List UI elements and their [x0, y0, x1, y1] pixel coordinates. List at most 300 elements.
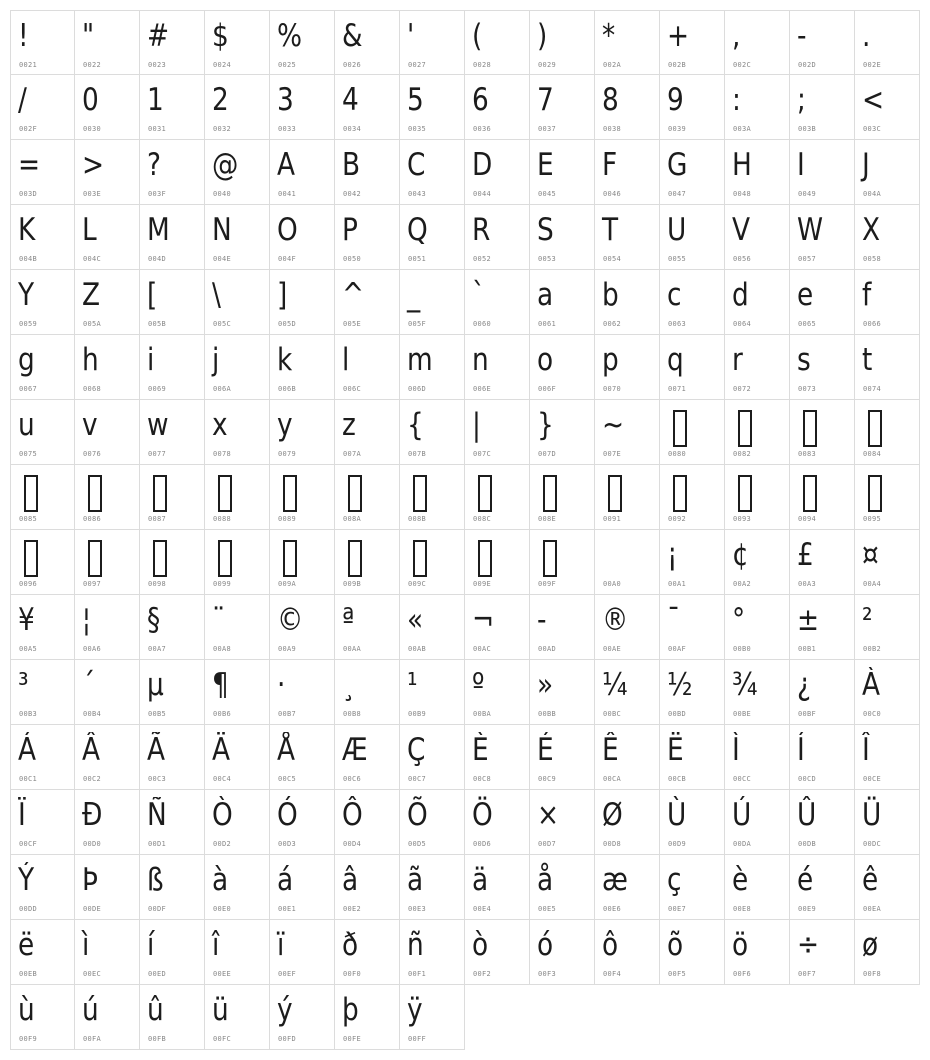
glyph-codepoint-label: 00C8	[473, 775, 492, 783]
glyph-codepoint-label: 0023	[148, 61, 167, 69]
glyph-character: P	[342, 212, 358, 248]
glyph-character: ç	[667, 862, 682, 898]
glyph-codepoint-label: 0065	[798, 320, 817, 328]
glyph-codepoint-label: 00B0	[733, 645, 752, 653]
glyph-character: ±	[797, 602, 820, 638]
glyph-cell	[725, 10, 790, 75]
glyph-codepoint-label: 0035	[408, 125, 427, 133]
missing-glyph-box-icon	[543, 540, 557, 577]
glyph-character: ä	[472, 862, 489, 898]
glyph-codepoint-label: 0084	[863, 450, 882, 458]
glyph-character: -	[797, 18, 807, 54]
glyph-codepoint-label: 00BB	[538, 710, 557, 718]
glyph-codepoint-label: 00A8	[213, 645, 232, 653]
glyph-codepoint-label: 003F	[148, 190, 167, 198]
glyph-codepoint-label: 00B1	[798, 645, 817, 653]
glyph-codepoint-label: 0030	[83, 125, 102, 133]
glyph-cell	[660, 855, 725, 920]
glyph-character: Ö	[472, 797, 493, 833]
glyph-character: (	[472, 18, 483, 54]
glyph-cell	[855, 595, 920, 660]
glyph-character: C	[407, 147, 426, 183]
glyph-codepoint-label: 0044	[473, 190, 492, 198]
glyph-codepoint-label: 00D2	[213, 840, 232, 848]
glyph-character: 0	[82, 82, 99, 118]
glyph-codepoint-label: 00EC	[83, 970, 102, 978]
glyph-codepoint-label: 00A3	[798, 580, 817, 588]
glyph-character: ,	[732, 18, 741, 54]
glyph-cell	[75, 75, 140, 140]
glyph-cell	[855, 790, 920, 855]
glyph-codepoint-label: 007D	[538, 450, 557, 458]
glyph-cell	[595, 920, 660, 985]
glyph-codepoint-label: 00C3	[148, 775, 167, 783]
glyph-cell	[725, 660, 790, 725]
glyph-codepoint-label: 00C9	[538, 775, 557, 783]
glyph-codepoint-label: 0076	[83, 450, 102, 458]
glyph-cell	[140, 595, 205, 660]
glyph-codepoint-label: 0061	[538, 320, 557, 328]
missing-glyph-box-icon	[738, 475, 752, 512]
glyph-codepoint-label: 004F	[278, 255, 297, 263]
glyph-character: >	[82, 147, 105, 183]
glyph-cell	[205, 855, 270, 920]
glyph-cell	[335, 465, 400, 530]
glyph-codepoint-label: 00FE	[343, 1035, 362, 1043]
glyph-cell	[400, 530, 465, 595]
glyph-cell	[335, 140, 400, 205]
glyph-cell	[205, 985, 270, 1050]
glyph-codepoint-label: 00A4	[863, 580, 882, 588]
glyph-cell	[660, 595, 725, 660]
glyph-character: G	[667, 147, 688, 183]
glyph-cell	[465, 400, 530, 465]
glyph-codepoint-label: 007E	[603, 450, 622, 458]
glyph-character: k	[277, 342, 293, 378]
glyph-character: V	[732, 212, 751, 248]
glyph-cell	[335, 790, 400, 855]
glyph-cell	[725, 530, 790, 595]
glyph-codepoint-label: 00D0	[83, 840, 102, 848]
glyph-cell	[205, 400, 270, 465]
glyph-character: w	[147, 407, 169, 443]
glyph-codepoint-label: 007B	[408, 450, 427, 458]
glyph-codepoint-label: 00F9	[19, 1035, 38, 1043]
glyph-character: Õ	[407, 797, 428, 833]
glyph-cell	[10, 595, 75, 660]
glyph-character: i	[147, 342, 155, 378]
glyph-cell	[530, 335, 595, 400]
glyph-codepoint-label: 004B	[19, 255, 38, 263]
glyph-codepoint-label: 00A9	[278, 645, 297, 653]
glyph-cell	[75, 725, 140, 790]
glyph-codepoint-label: 0054	[603, 255, 622, 263]
glyph-codepoint-label: 0068	[83, 385, 102, 393]
glyph-codepoint-label: 005B	[148, 320, 167, 328]
glyph-character: ò	[472, 927, 489, 963]
glyph-codepoint-label: 0042	[343, 190, 362, 198]
glyph-codepoint-label: 0064	[733, 320, 752, 328]
glyph-codepoint-label: 00F1	[408, 970, 427, 978]
glyph-codepoint-label: 0032	[213, 125, 232, 133]
glyph-character: ¿	[797, 667, 811, 703]
glyph-cell	[790, 10, 855, 75]
missing-glyph-box-icon	[673, 475, 687, 512]
glyph-codepoint-label: 0062	[603, 320, 622, 328]
glyph-character: Ì	[732, 732, 740, 768]
glyph-cell	[725, 465, 790, 530]
glyph-character: ¨	[212, 602, 226, 638]
glyph-character: 7	[537, 82, 554, 118]
glyph-character: à	[212, 862, 229, 898]
glyph-codepoint-label: 00E7	[668, 905, 687, 913]
glyph-codepoint-label: 00BE	[733, 710, 752, 718]
glyph-cell	[660, 530, 725, 595]
glyph-cell	[10, 205, 75, 270]
glyph-codepoint-label: 00CF	[19, 840, 38, 848]
glyph-character: [	[147, 277, 158, 313]
glyph-character: '	[407, 18, 415, 54]
glyph-character: h	[82, 342, 99, 378]
glyph-codepoint-label: 00C2	[83, 775, 102, 783]
glyph-cell	[10, 10, 75, 75]
glyph-character: Q	[407, 212, 428, 248]
glyph-cell	[660, 205, 725, 270]
glyph-character: õ	[667, 927, 684, 963]
glyph-cell	[400, 205, 465, 270]
glyph-character: Û	[797, 797, 817, 833]
glyph-cell	[335, 270, 400, 335]
glyph-character: å	[537, 862, 554, 898]
glyph-cell	[140, 725, 205, 790]
glyph-codepoint-label: 00FA	[83, 1035, 102, 1043]
glyph-character: 3	[277, 82, 294, 118]
glyph-codepoint-label: 00CA	[603, 775, 622, 783]
glyph-codepoint-label: 005D	[278, 320, 297, 328]
glyph-cell	[595, 595, 660, 660]
glyph-codepoint-label: 00BD	[668, 710, 687, 718]
glyph-codepoint-label: 00DD	[19, 905, 38, 913]
glyph-cell	[530, 75, 595, 140]
glyph-character: ú	[82, 992, 99, 1028]
glyph-character: x	[212, 407, 228, 443]
missing-glyph-box-icon	[478, 540, 492, 577]
glyph-cell	[530, 270, 595, 335]
glyph-character: D	[472, 147, 493, 183]
glyph-character: ×	[537, 797, 560, 833]
glyph-character: ~	[602, 407, 625, 443]
glyph-codepoint-label: 0041	[278, 190, 297, 198]
glyph-codepoint-label: 0075	[19, 450, 38, 458]
glyph-character: ó	[537, 927, 554, 963]
glyph-cell	[270, 205, 335, 270]
glyph-codepoint-label: 005E	[343, 320, 362, 328]
glyph-codepoint-label: 0045	[538, 190, 557, 198]
glyph-cell	[140, 660, 205, 725]
glyph-character: ï	[277, 927, 285, 963]
glyph-character: ý	[277, 992, 293, 1028]
glyph-codepoint-label: 00A6	[83, 645, 102, 653]
glyph-codepoint-label: 00B2	[863, 645, 882, 653]
glyph-cell	[790, 595, 855, 660]
glyph-cell	[530, 595, 595, 660]
glyph-cell	[465, 725, 530, 790]
glyph-cell	[10, 790, 75, 855]
glyph-cell	[530, 465, 595, 530]
glyph-character: ³	[18, 667, 29, 703]
glyph-codepoint-label: 006A	[213, 385, 232, 393]
glyph-codepoint-label: 0047	[668, 190, 687, 198]
glyph-codepoint-label: 00F8	[863, 970, 882, 978]
missing-glyph-box-icon	[153, 540, 167, 577]
glyph-codepoint-label: 00B3	[19, 710, 38, 718]
glyph-cell	[270, 855, 335, 920]
glyph-cell	[75, 530, 140, 595]
glyph-codepoint-label: 00B4	[83, 710, 102, 718]
glyph-codepoint-label: 002E	[863, 61, 882, 69]
glyph-cell	[205, 660, 270, 725]
glyph-character: q	[667, 342, 684, 378]
glyph-character: c	[667, 277, 682, 313]
glyph-cell	[725, 335, 790, 400]
glyph-cell	[725, 205, 790, 270]
glyph-character: |	[472, 407, 481, 443]
glyph-character: 9	[667, 82, 684, 118]
glyph-character: X	[862, 212, 881, 248]
glyph-cell	[335, 335, 400, 400]
glyph-codepoint-label: 00F2	[473, 970, 492, 978]
glyph-codepoint-label: 0096	[19, 580, 38, 588]
glyph-codepoint-label: 00BC	[603, 710, 622, 718]
glyph-codepoint-label: 0073	[798, 385, 817, 393]
glyph-cell	[75, 595, 140, 660]
glyph-cell	[270, 920, 335, 985]
glyph-character: Á	[18, 732, 37, 768]
glyph-character: 1	[147, 82, 164, 118]
glyph-codepoint-label: 0036	[473, 125, 492, 133]
glyph-character: 5	[407, 82, 424, 118]
glyph-character: É	[537, 732, 554, 768]
glyph-character: Ý	[18, 862, 35, 898]
glyph-cell	[725, 790, 790, 855]
glyph-codepoint-label: 008B	[408, 515, 427, 523]
glyph-cell	[10, 855, 75, 920]
glyph-codepoint-label: 00E0	[213, 905, 232, 913]
glyph-cell	[75, 140, 140, 205]
glyph-cell	[855, 465, 920, 530]
glyph-codepoint-label: 0031	[148, 125, 167, 133]
missing-glyph-box-icon	[153, 475, 167, 512]
glyph-character: ¼	[602, 667, 628, 703]
glyph-codepoint-label: 00E1	[278, 905, 297, 913]
glyph-character: ®	[602, 602, 629, 638]
glyph-character: ª	[342, 602, 355, 638]
glyph-codepoint-label: 00B9	[408, 710, 427, 718]
glyph-cell	[400, 10, 465, 75]
glyph-character: f	[862, 277, 872, 313]
glyph-character: 8	[602, 82, 619, 118]
glyph-codepoint-label: 0058	[863, 255, 882, 263]
glyph-codepoint-label: 0038	[603, 125, 622, 133]
glyph-cell	[855, 660, 920, 725]
glyph-codepoint-label: 0022	[83, 61, 102, 69]
glyph-codepoint-label: 0026	[343, 61, 362, 69]
missing-glyph-box-icon	[348, 540, 362, 577]
glyph-cell	[595, 205, 660, 270]
glyph-codepoint-label: 0049	[798, 190, 817, 198]
glyph-codepoint-label: 00D3	[278, 840, 297, 848]
glyph-cell	[400, 855, 465, 920]
glyph-character: M	[147, 212, 170, 248]
glyph-cell	[205, 335, 270, 400]
glyph-character: Y	[18, 277, 35, 313]
glyph-cell	[855, 920, 920, 985]
glyph-character: À	[862, 667, 881, 703]
glyph-cell	[790, 75, 855, 140]
glyph-codepoint-label: 00CE	[863, 775, 882, 783]
glyph-character: ¹	[407, 667, 418, 703]
glyph-cell	[140, 465, 205, 530]
glyph-cell	[790, 660, 855, 725]
glyph-cell	[855, 270, 920, 335]
glyph-cell	[75, 920, 140, 985]
glyph-character: I	[797, 147, 805, 183]
glyph-character: Ò	[212, 797, 233, 833]
glyph-character: g	[18, 342, 35, 378]
glyph-codepoint-label: 003E	[83, 190, 102, 198]
glyph-cell	[205, 595, 270, 660]
glyph-codepoint-label: 0057	[798, 255, 817, 263]
glyph-character: Ü	[862, 797, 882, 833]
glyph-cell	[140, 335, 205, 400]
glyph-cell	[75, 270, 140, 335]
glyph-codepoint-label: 005A	[83, 320, 102, 328]
glyph-character: s	[797, 342, 811, 378]
glyph-cell	[205, 205, 270, 270]
glyph-codepoint-label: 00EF	[278, 970, 297, 978]
glyph-character: û	[147, 992, 164, 1028]
glyph-codepoint-label: 00DF	[148, 905, 167, 913]
glyph-cell	[725, 920, 790, 985]
missing-glyph-box-icon	[24, 540, 38, 577]
glyph-character: v	[82, 407, 98, 443]
glyph-character: N	[212, 212, 232, 248]
glyph-codepoint-label: 0070	[603, 385, 622, 393]
glyph-character: 4	[342, 82, 359, 118]
glyph-cell	[400, 335, 465, 400]
glyph-codepoint-label: 00E2	[343, 905, 362, 913]
glyph-cell	[790, 725, 855, 790]
glyph-cell	[75, 400, 140, 465]
glyph-codepoint-label: 00F0	[343, 970, 362, 978]
glyph-cell	[465, 660, 530, 725]
glyph-character: E	[537, 147, 554, 183]
glyph-cell	[75, 660, 140, 725]
glyph-cell	[465, 335, 530, 400]
glyph-cell	[140, 530, 205, 595]
missing-glyph-box-icon	[868, 410, 882, 447]
glyph-cell	[10, 75, 75, 140]
glyph-codepoint-label: 003B	[798, 125, 817, 133]
glyph-cell	[10, 920, 75, 985]
glyph-cell	[75, 985, 140, 1050]
glyph-character: T	[602, 212, 619, 248]
glyph-cell	[855, 140, 920, 205]
glyph-codepoint-label: 009B	[343, 580, 362, 588]
glyph-codepoint-label: 008C	[473, 515, 492, 523]
glyph-codepoint-label: 007A	[343, 450, 362, 458]
glyph-cell	[725, 75, 790, 140]
glyph-codepoint-label: 0048	[733, 190, 752, 198]
glyph-cell	[660, 660, 725, 725]
glyph-codepoint-label: 002D	[798, 61, 817, 69]
glyph-cell	[855, 205, 920, 270]
glyph-codepoint-label: 0098	[148, 580, 167, 588]
glyph-character: Ï	[18, 797, 26, 833]
glyph-codepoint-label: 003D	[19, 190, 38, 198]
glyph-codepoint-label: 0095	[863, 515, 882, 523]
glyph-codepoint-label: 0082	[733, 450, 752, 458]
missing-glyph-box-icon	[673, 410, 687, 447]
glyph-cell	[465, 465, 530, 530]
glyph-cell	[400, 985, 465, 1050]
glyph-character: &	[342, 18, 363, 54]
glyph-character: ²	[862, 602, 873, 638]
glyph-character: Â	[82, 732, 101, 768]
glyph-codepoint-label: 0029	[538, 61, 557, 69]
glyph-codepoint-label: 007C	[473, 450, 492, 458]
glyph-cell	[465, 205, 530, 270]
glyph-cell	[465, 75, 530, 140]
glyph-character: )	[537, 18, 548, 54]
glyph-codepoint-label: 00B5	[148, 710, 167, 718]
glyph-codepoint-label: 00B7	[278, 710, 297, 718]
glyph-cell	[10, 335, 75, 400]
glyph-character: º	[472, 667, 485, 703]
glyph-codepoint-label: 00E3	[408, 905, 427, 913]
glyph-codepoint-label: 00CB	[668, 775, 687, 783]
glyph-cell	[465, 140, 530, 205]
glyph-codepoint-label: 00E8	[733, 905, 752, 913]
glyph-cell	[595, 335, 660, 400]
glyph-codepoint-label: 00D5	[408, 840, 427, 848]
glyph-codepoint-label: 00C6	[343, 775, 362, 783]
glyph-character: Ê	[602, 732, 619, 768]
glyph-codepoint-label: 009E	[473, 580, 492, 588]
glyph-codepoint-label: 00F4	[603, 970, 622, 978]
glyph-codepoint-label: 00E5	[538, 905, 557, 913]
glyph-character: ·	[277, 667, 286, 703]
glyph-character: ö	[732, 927, 749, 963]
glyph-codepoint-label: 00AD	[538, 645, 557, 653]
glyph-codepoint-label: 0066	[863, 320, 882, 328]
glyph-character: è	[732, 862, 749, 898]
glyph-character: _	[407, 277, 421, 313]
missing-glyph-box-icon	[868, 475, 882, 512]
glyph-cell	[790, 920, 855, 985]
glyph-character: È	[472, 732, 489, 768]
glyph-codepoint-label: 0072	[733, 385, 752, 393]
missing-glyph-box-icon	[803, 475, 817, 512]
glyph-codepoint-label: 00A0	[603, 580, 622, 588]
glyph-codepoint-label: 004D	[148, 255, 167, 263]
glyph-character: F	[602, 147, 618, 183]
glyph-codepoint-label: 00BA	[473, 710, 492, 718]
glyph-character: Æ	[342, 732, 368, 768]
glyph-cell	[465, 855, 530, 920]
glyph-cell	[595, 465, 660, 530]
glyph-cell	[660, 400, 725, 465]
